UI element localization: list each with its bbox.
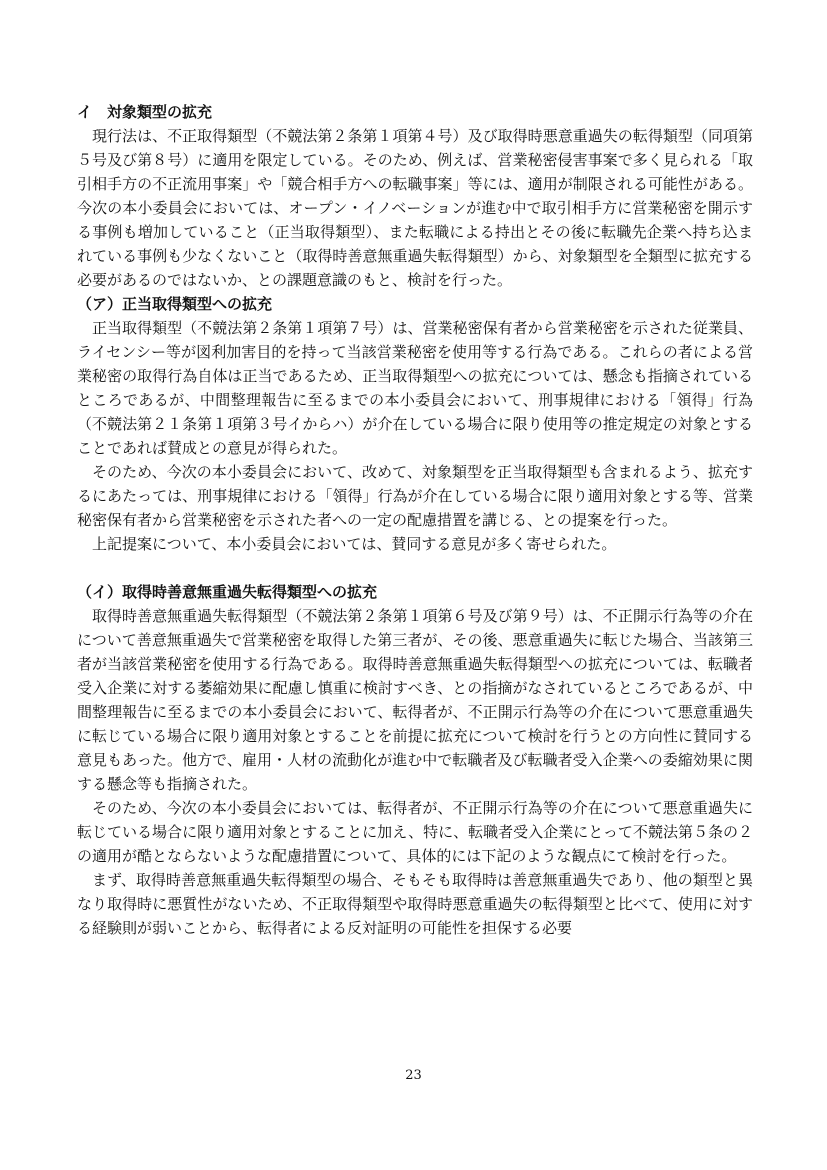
document-body (77, 100, 753, 940)
paragraph: まず、取得時善意無重過失転得類型の場合、そもそも取得時は善意無重過失であり、他の類型と異なり取得時に悪質性がないため、不正取得類型や取得時悪意重過失の転得類型と比べて、使用に対する経験則が弱いことから、転得者による反対証明の可能性を担保する必要 (77, 871, 753, 937)
section-heading-i: イ 対象類型の拡充 (77, 103, 213, 121)
paragraph: 現行法は、不正取得類型（不競法第２条第１項第４号）及び取得時悪意重過失の転得類型（同項第５号及び第８号）に適用を限定している。そのため、例えば、営業秘密侵害事案で多く見られる「取引相手方の不正流用事案」や「競合相手方への転職事案」等には、適用が制限される可能性がある。今次の本小委員会においては、オープン・イノベーションが進む中で取引相手方に営業秘密を開示する事例も増加していること（正当取得類型）、また転職による持出とその後に転職先企業へ持ち込まれている事例も少なくないこと（取得時善意無重過失転得類型）から、対象類型を全類型に拡充する必要があるのではないか、との課題意識のもと、検討を行った。 (77, 127, 753, 289)
section-heading-b: （イ）取得時善意無重過失転得類型への拡充 (77, 583, 378, 601)
paragraph: 上記提案について、本小委員会においては、賛同する意見が多く寄せられた。 (92, 535, 617, 553)
page-number: 23 (405, 1068, 422, 1083)
paragraph: そのため、今次の本小委員会において、改めて、対象類型を正当取得類型も含まれるよう、拡充するにあたっては、刑事規律における「領得」行為が介在している場合に限り適用対象とする等、営業秘密保有者から営業秘密を示された者への一定の配慮措置を講じる、との提案を行った。 (77, 463, 753, 529)
paragraph: 取得時善意無重過失転得類型（不競法第２条第１項第６号及び第９号）は、不正開示行為等の介在について善意無重過失で営業秘密を取得した第三者が、その後、悪意重過失に転じた場合、当該第三者が当該営業秘密を使用する行為である。取得時善意無重過失転得類型への拡充については、転職者受入企業に対する萎縮効果に配慮し慎重に検討すべき、との指摘がなされているところであるが、中間整理報告に至るまでの本小委員会において、転得者が、不正開示行為等の介在について悪意重過失に転じている場合に限り適用対象とすることを前提に拡充について検討を行うとの方向性に賛同する意見もあった。他方で、雇用・人材の流動化が進む中で転職者及び転職者受入企業への委縮効果に関する懸念等も指摘された。 (77, 607, 753, 793)
section-heading-a: （ア）正当取得類型への拡充 (77, 295, 273, 313)
paragraph: そのため、今次の本小委員会においては、転得者が、不正開示行為等の介在について悪意重過失に転じている場合に限り適用対象とすることに加え、特に、転職者受入企業にとって不競法第５条の２の適用が酷とならないような配慮措置について、具体的には下記のような観点にて検討を行った。 (77, 799, 753, 865)
spacer (77, 556, 753, 580)
paragraph: 正当取得類型（不競法第２条第１項第７号）は、営業秘密保有者から営業秘密を示された従業員、ライセンシー等が図利加害目的を持って当該営業秘密を使用等する行為である。これらの者による営業秘密の取得行為自体は正当であるため、正当取得類型への拡充については、懸念も指摘されているところであるが、中間整理報告に至るまでの本小委員会において、刑事規律における「領得」行為（不競法第２１条第１項第３号イからハ）が介在している場合に限り使用等の推定規定の対象とすることであれば賛成との意見が得られた。 (77, 319, 753, 457)
